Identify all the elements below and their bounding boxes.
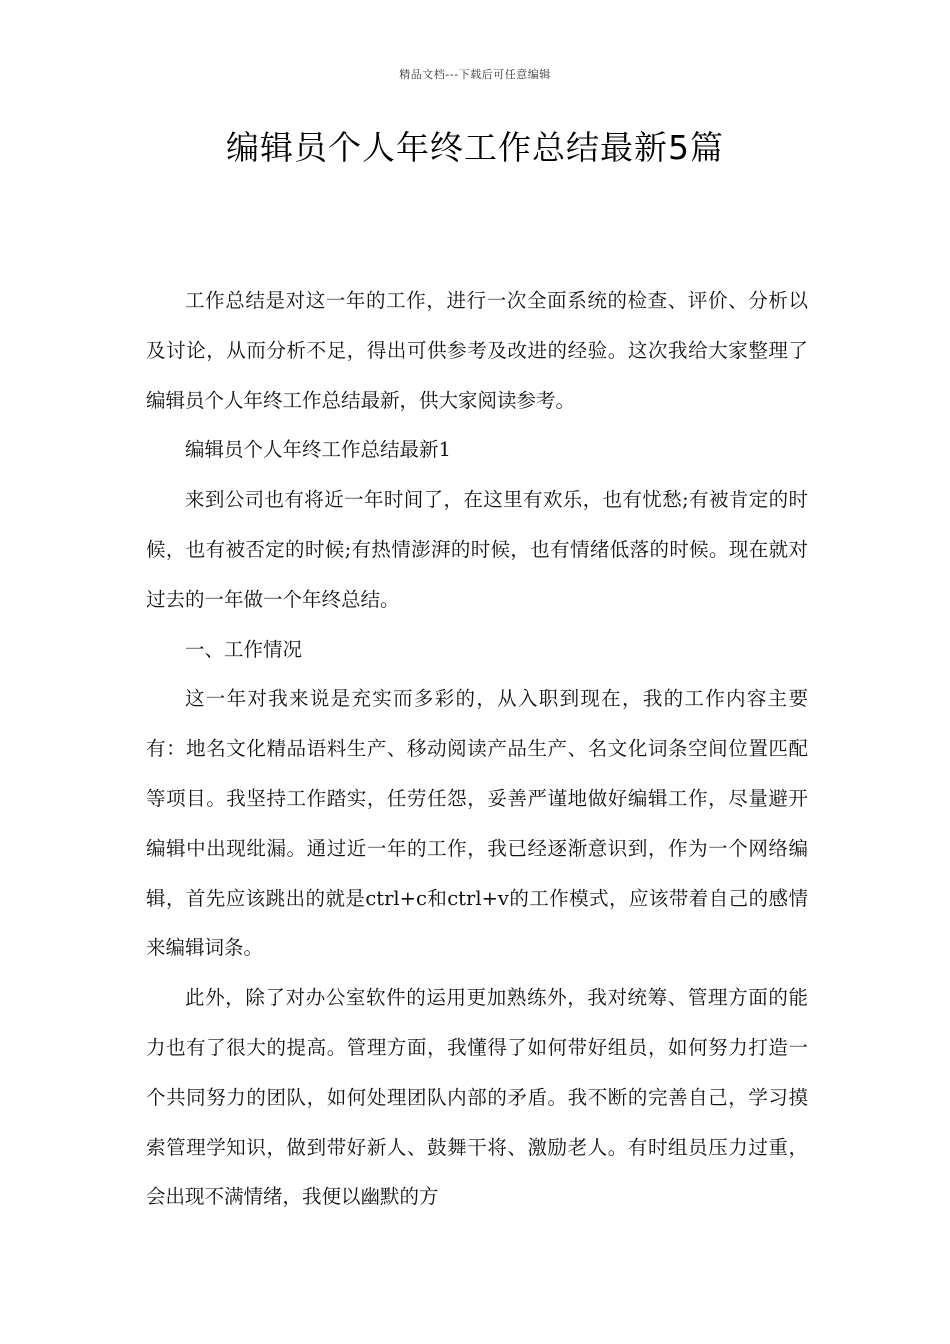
header-note: 精品文档---下载后可任意编辑: [399, 68, 551, 81]
intro-paragraph: 工作总结是对这一年的工作，进行一次全面系统的检查、评价、分析以及讨论，从而分析不足，得出可供参考及改进的经验。这次我给大家整理了编辑员个人年终工作总结最新，供大家阅读参考。: [146, 289, 808, 412]
subsection-heading: 一、工作情况: [185, 637, 303, 661]
body-paragraph: 这一年对我来说是充实而多彩的，从入职到现在，我的工作内容主要有：地名文化精品语料生产、移动阅读产品生产、名文化词条空间位置匹配等项目。我坚持工作踏实，任劳任怨，妥善严谨地做好编辑工作，尽量避开编辑中出现纰漏。通过近一年的工作，我已经逐渐意识到，作为一个网络编辑，首先应该跳出的就是ctrl+c和ctrl+v的工作模式，应该带着自己的感情来编辑词条。: [146, 687, 808, 960]
section-heading: 编辑员个人年终工作总结最新1: [185, 438, 451, 462]
body-paragraph: 此外，除了对办公室软件的运用更加熟练外，我对统筹、管理方面的能力也有了很大的提高。管理方面，我懂得了如何带好组员，如何努力打造一个共同努力的团队，如何处理团队内部的矛盾。我不断的完善自己，学习摸索管理学知识，做到带好新人、鼓舞干将、激励老人。有时组员压力过重，会出现不满情绪，我便以幽默的方: [146, 986, 808, 1209]
document-title: 编辑员个人年终工作总结最新5篇: [226, 128, 724, 167]
body-paragraph: 来到公司也有将近一年时间了，在这里有欢乐，也有忧愁;有被肯定的时候，也有被否定的时候;有热情澎湃的时候，也有情绪低落的时候。现在就对过去的一年做一个年终总结。: [146, 488, 808, 611]
document-body: [146, 276, 808, 1222]
